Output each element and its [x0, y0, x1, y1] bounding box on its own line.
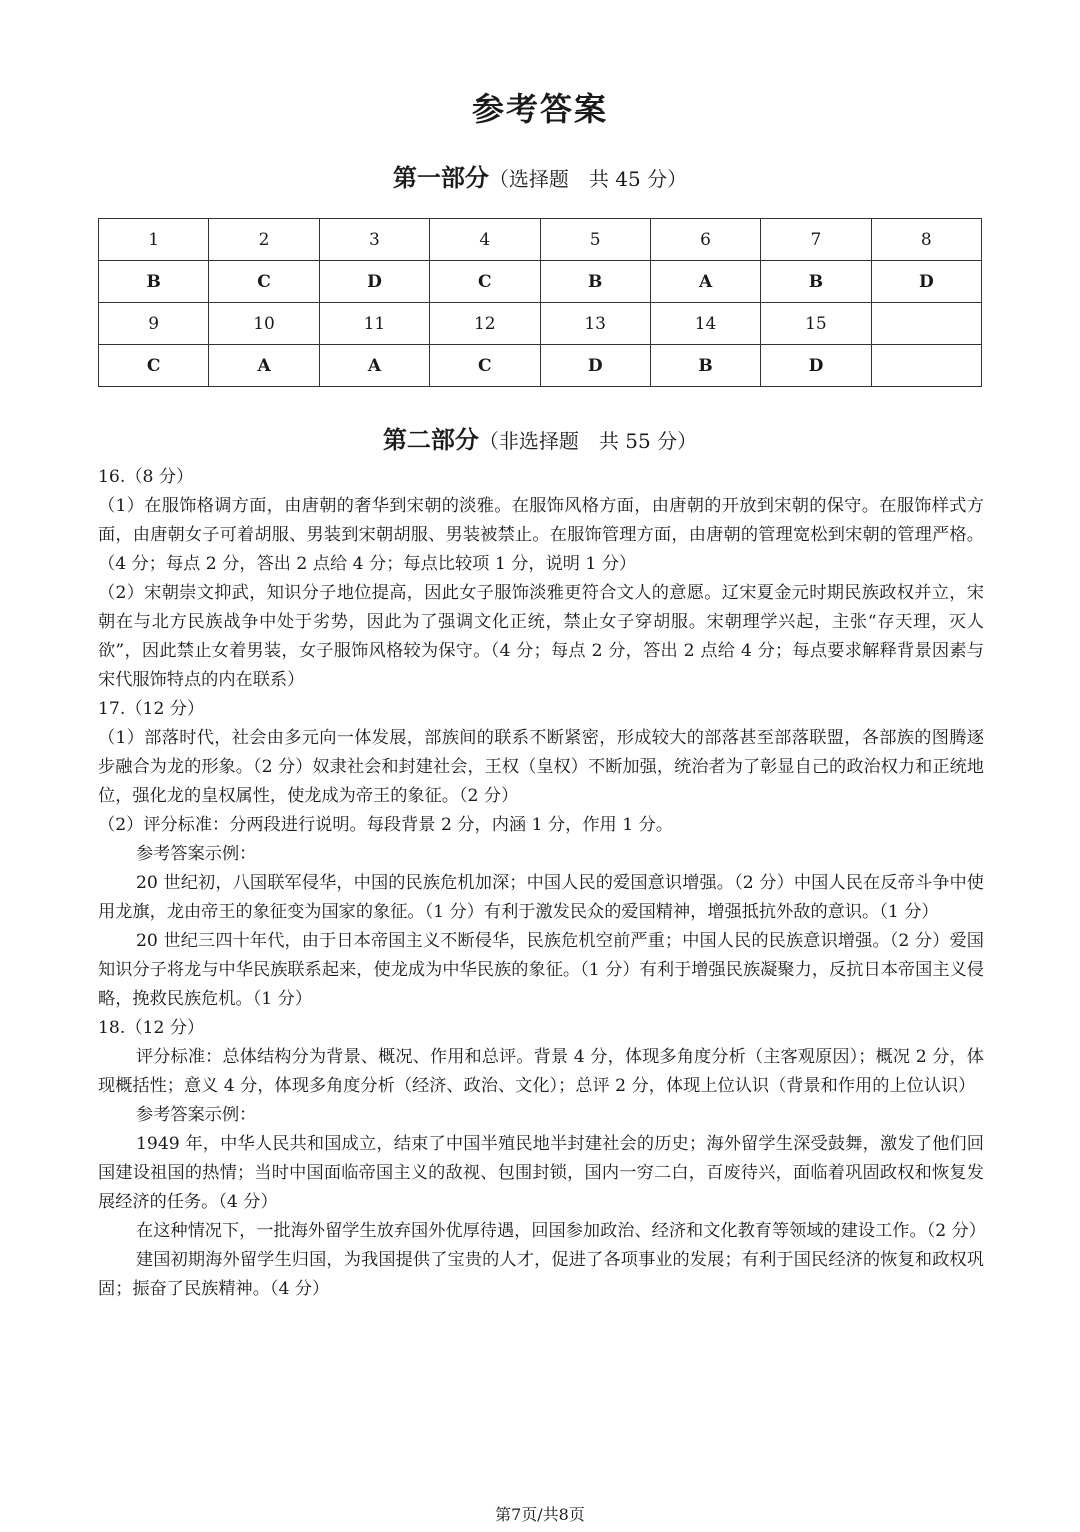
question-17-answer-2: （2）评分标准：分两段进行说明。每段背景 2 分，内涵 1 分，作用 1 分。 [98, 815, 673, 835]
question-18-example-3: 建国初期海外留学生归国，为我国提供了宝贵的人才，促进了各项事业的发展；有利于国民经济的恢复和政权巩固；振奋了民族精神。（4 分） [98, 1250, 984, 1299]
answer-cell: D [761, 345, 871, 387]
question-17-heading: 17.（12 分） [98, 699, 205, 719]
table-cell: 6 [650, 219, 760, 261]
answer-content [98, 463, 984, 1304]
answer-cell: A [319, 345, 429, 387]
answer-cell: B [761, 261, 871, 303]
question-16-answer-1: （1）在服饰格调方面，由唐朝的奢华到宋朝的淡雅。在服饰风格方面，由唐朝的开放到宋朝的保守。在服饰样式方面，由唐朝女子可着胡服、男装到宋朝胡服、男装被禁止。在服饰管理方面，由唐朝的管理宽松到宋朝的管理严格。（4 分；每点 2 分，答出 2 点给 4 分；每点比较项 1 分，说明 1 分） [98, 496, 984, 574]
answer-cell [871, 345, 981, 387]
table-cell: 1 [99, 219, 209, 261]
question-17-example-2: 20 世纪三四十年代，由于日本帝国主义不断侵华，民族危机空前严重；中国人民的民族意识增强。（2 分）爱国知识分子将龙与中华民族联系起来，使龙成为中华民族的象征。（1 分）有利于增强民族凝聚力，反抗日本帝国主义侵略，挽救民族危机。（1 分） [98, 931, 984, 1009]
table-cell: 4 [430, 219, 540, 261]
table-cell: 14 [650, 303, 760, 345]
table-row-answers-2 [99, 345, 982, 387]
answer-cell: B [650, 345, 760, 387]
table-cell: 5 [540, 219, 650, 261]
answer-cell: A [650, 261, 760, 303]
answer-cell: D [871, 261, 981, 303]
table-cell: 13 [540, 303, 650, 345]
table-cell: 8 [871, 219, 981, 261]
question-16-heading: 16.（8 分） [98, 467, 194, 487]
answer-cell: D [540, 345, 650, 387]
part1-subtitle: （选择题 共 45 分） [488, 167, 688, 191]
question-17-answer-1: （1）部落时代，社会由多元向一体发展，部族间的联系不断紧密，形成较大的部落甚至部落联盟，各部族的图腾逐步融合为龙的形象。（2 分）奴隶社会和封建社会，王权（皇权）不断加强，统治者为了彰显自己的政治权力和正统地位，强化龙的皇权属性，使龙成为帝王的象征。（2 分） [98, 728, 984, 806]
answer-cell: C [430, 261, 540, 303]
answer-table [98, 218, 982, 387]
table-cell [871, 303, 981, 345]
part2-subtitle: （非选择题 共 55 分） [478, 429, 698, 453]
table-cell: 3 [319, 219, 429, 261]
question-18-example-1: 1949 年，中华人民共和国成立，结束了中国半殖民地半封建社会的历史；海外留学生深受鼓舞，激发了他们回国建设祖国的热情；当时中国面临帝国主义的敌视、包围封锁，国内一穷二白，百废待兴，面临着巩固政权和恢复发展经济的任务。（4 分） [98, 1134, 984, 1212]
table-cell: 10 [209, 303, 319, 345]
part1-title: 第一部分 [392, 164, 489, 192]
table-row-answers-1 [99, 261, 982, 303]
table-cell: 11 [319, 303, 429, 345]
table-cell: 7 [761, 219, 871, 261]
answer-cell: C [209, 261, 319, 303]
question-17-example-label: 参考答案示例： [136, 844, 257, 864]
question-16-answer-2: （2）宋朝崇文抑武，知识分子地位提高，因此女子服饰淡雅更符合文人的意愿。辽宋夏金元时期民族政权并立，宋朝在与北方民族战争中处于劣势，因此为了强调文化正统，禁止女子穿胡服。宋朝理学兴起，主张“存天理，灭人欲”，因此禁止女着男装，女子服饰风格较为保守。（4 分；每点 2 分，答出 2 点给 4 分；每点要求解释背景因素与宋代服饰特点的内在联系） [98, 583, 984, 690]
table-cell: 12 [430, 303, 540, 345]
answer-cell: B [99, 261, 209, 303]
page-number: 第7页/共8页 [495, 1505, 585, 1524]
question-17-example-1: 20 世纪初，八国联军侵华，中国的民族危机加深；中国人民的爱国意识增强。（2 分）中国人民在反帝斗争中使用龙旗，龙由帝王的象征变为国家的象征。（1 分）有利于激发民众的爱国精神，增强抵抗外敌的意识。（1 分） [98, 873, 984, 922]
table-cell: 9 [99, 303, 209, 345]
table-cell: 15 [761, 303, 871, 345]
question-18-heading: 18.（12 分） [98, 1018, 205, 1038]
answer-cell: B [540, 261, 650, 303]
answer-cell: A [209, 345, 319, 387]
question-18-example-2: 在这种情况下，一批海外留学生放弃国外优厚待遇，回国参加政治、经济和文化教育等领域的建设工作。（2 分） [136, 1221, 986, 1241]
part2-heading [0, 420, 1080, 455]
table-row-numbers-2 [99, 303, 982, 345]
question-18-criteria: 评分标准：总体结构分为背景、概况、作用和总评。背景 4 分，体现多角度分析（主客观原因）；概况 2 分，体现概括性；意义 4 分，体现多角度分析（经济、政治、文化）；总评 2 分，体现上位认识（背景和作用的上位认识） [98, 1047, 984, 1096]
table-cell: 2 [209, 219, 319, 261]
part1-heading [0, 158, 1080, 193]
question-18-example-label: 参考答案示例： [136, 1105, 257, 1125]
table-row-numbers-1 [99, 219, 982, 261]
part2-title: 第二部分 [382, 426, 479, 454]
answer-cell: C [99, 345, 209, 387]
answer-cell: C [430, 345, 540, 387]
answer-cell: D [319, 261, 429, 303]
page-title: 参考答案 [471, 90, 608, 128]
